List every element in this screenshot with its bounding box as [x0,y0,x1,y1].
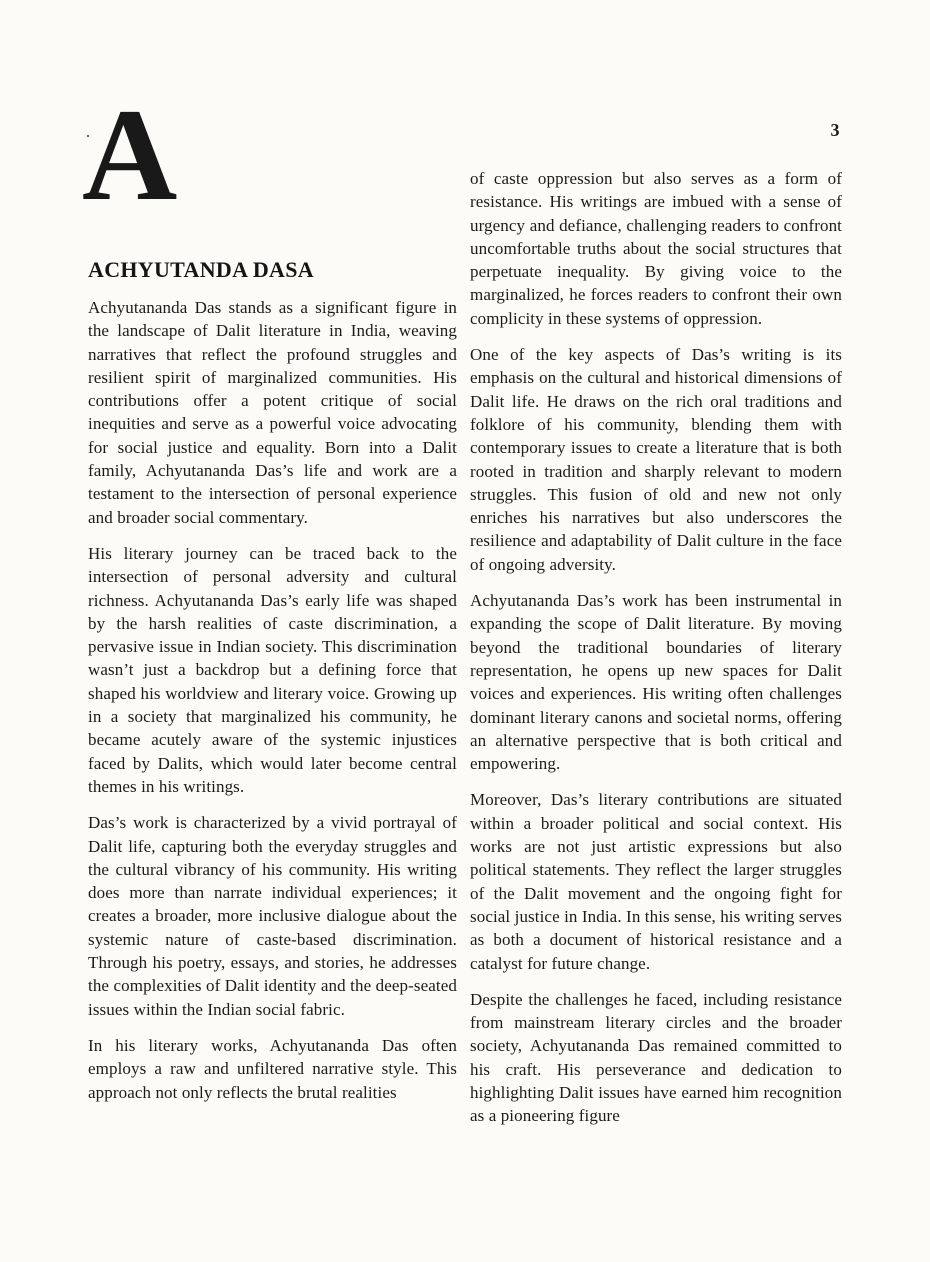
page-number: 3 [830,120,840,140]
body-paragraph: One of the key aspects of Das’s writing is its emphasis on the cultural and historical dimensions of Dalit life. He draws on the rich oral traditions and folklore of his community, blending them with contemporary issues to create a literature that is both rooted in tradition and sharply relevant to modern struggles. This fusion of old and new not only enriches his narratives but also underscores the resilience and adaptability of Dalit culture in the face of ongoing adversity. [470,345,842,574]
body-paragraph: of caste oppression but also serves as a form of resistance. His writings are imbued with a sense of urgency and defiance, challenging readers to confront uncomfortable truths about the social structures that perpetuate inequality. By giving voice to the marginalized, he forces readers to confront their own complicity in these systems of oppression. [470,169,842,328]
body-paragraph: In his literary works, Achyutananda Das often employs a raw and unfiltered narrative style. This approach not only reflects the brutal realities [88,1035,457,1102]
body-paragraph: Achyutananda Das’s work has been instrumental in expanding the scope of Dalit literature. By moving beyond the traditional boundaries of literary representation, he opens up new spaces for Dalit voices and experiences. His writing often challenges dominant literary canons and societal norms, offering an alternative perspective that is both critical and empowering. [470,591,842,774]
drop-cap-letter: A [82,81,178,228]
right-column [470,167,842,1128]
body-paragraph: Das’s work is characterized by a vivid portrayal of Dalit life, capturing both the everyday struggles and the cultural vibrancy of his community. His writing does more than narrate individual experiences; it creates a broader, more inclusive dialogue about the systemic nature of caste-based discrimination. Through his poetry, essays, and stories, he addresses the complexities of Dalit identity and the deep-seated issues within the Indian social fabric. [88,813,457,1019]
body-paragraph: Moreover, Das’s literary contributions are situated within a broader political and social context. His works are not just artistic expressions but also political statements. They reflect the larger struggles of the Dalit movement and the ongoing fight for social justice in India. In this sense, his writing serves as both a document of historical resistance and a catalyst for future change. [470,790,842,973]
section-heading: ACHYUTANDA DASA [88,257,314,282]
left-column [88,296,457,1104]
body-paragraph: Despite the challenges he faced, including resistance from mainstream literary circles and the broader society, Achyutananda Das remained committed to his craft. His perseverance and dedication to highlighting Dalit issues have earned him recognition as a pioneering figure [470,989,842,1126]
body-paragraph: Achyutananda Das stands as a significant figure in the landscape of Dalit literature in India, weaving narratives that reflect the profound struggles and resilient spirit of marginalized communities. His contributions offer a potent critique of social inequities and serve as a powerful voice advocating for social justice and equality. Born into a Dalit family, Achyutananda Das’s life and work are a testament to the intersection of personal experience and broader social commentary. [88,298,457,527]
body-paragraph: His literary journey can be traced back to the intersection of personal adversity and cultural richness. Achyutananda Das’s early life was shaped by the harsh realities of caste discrimination, a pervasive issue in Indian society. This discrimination wasn’t just a backdrop but a defining force that shaped his worldview and literary voice. Growing up in a society that marginalized his community, he became acutely aware of the systemic injustices faced by Dalits, which would later become central themes in his writings. [88,543,457,796]
